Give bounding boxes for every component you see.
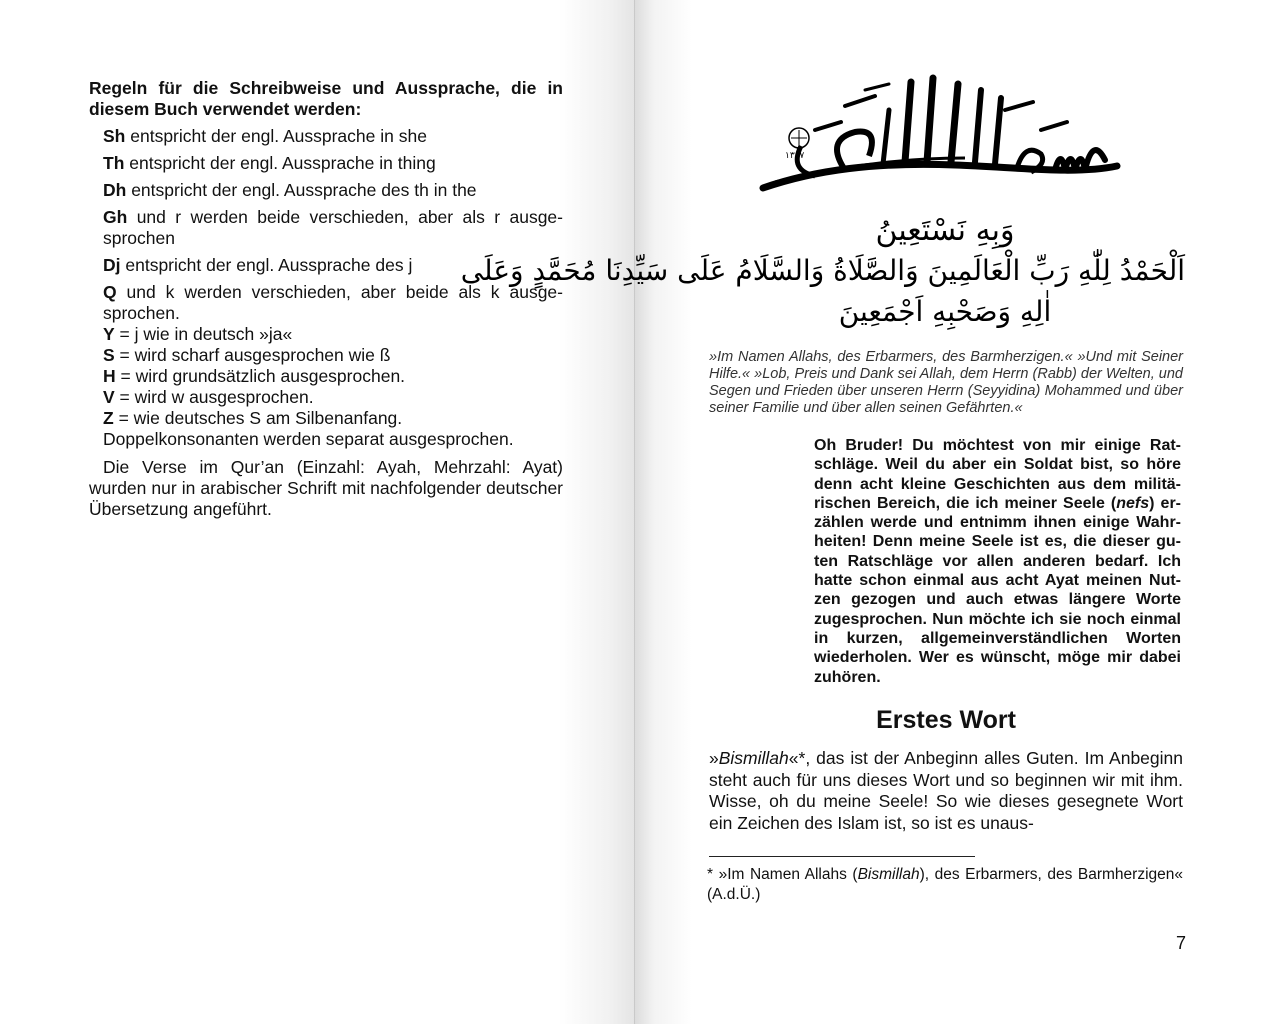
arabic-line-1: وَبِهِ نَسْتَعِينُ bbox=[875, 213, 1015, 248]
rule-dh bbox=[89, 180, 563, 201]
address-nefs: nefs bbox=[1116, 494, 1150, 512]
rule-text: = wird grundsätzlich ausgesprochen. bbox=[115, 366, 406, 386]
rule-text: entspricht der engl. Aussprache des th in the bbox=[126, 180, 477, 200]
rule-key: Gh bbox=[103, 207, 128, 227]
rule-text: = wird w ausgesprochen. bbox=[114, 387, 314, 407]
address-text-1: Oh Bruder! Du möchtest von mir einige Ratschläge. Weil du aber ein Soldat bist, so höre denn acht kleine Geschichten aus dem militärischen Bereich, die ich meiner Seele ( bbox=[814, 437, 1181, 512]
basmala-calligraphy bbox=[755, 70, 1125, 200]
arabic-line-2: اَلْحَمْدُ لِلّٰهِ رَبِّ الْعَالَمِينَ وَالصَّلَاةُ وَالسَّلَامُ عَلَى سَيِّدِنَا مُحَمَّدٍ وَعَلَى bbox=[460, 254, 1185, 287]
address-text-2: ) erzählen werde und entnimm ihnen einige Wahrheiten! Denn meine Seele ist es, die dieser guten Ratschläge vor allen anderen bedarf. Ich hatte schon einmal aus acht Ayat meinen Nutzen gezogen und auch etwas längere Worte zugesprochen. Nun möchte ich sie noch einmal in kurzen, allgemeinverständlichen Worten wiederholen. Wer es wünscht, möge mir dabei zuhören. bbox=[814, 494, 1181, 686]
rule-key: H bbox=[103, 366, 116, 386]
rule-key: Sh bbox=[103, 126, 126, 146]
footnote bbox=[707, 865, 1183, 905]
rule-s bbox=[103, 345, 563, 366]
rule-v bbox=[103, 387, 563, 408]
rule-key: V bbox=[103, 387, 115, 407]
rule-z bbox=[103, 408, 563, 429]
rule-key: Z bbox=[103, 408, 114, 428]
body-text: , das ist der Anbeginn alles Guten. Im Anbeginn steht auch für uns dieses Wort und so beginnen wir mit ihm. Wisse, oh du meine Seele! So wie dieses gesegnete Wort ein Zeichen des Islam ist, so ist es unaus- bbox=[709, 748, 1183, 833]
rule-text: = wird scharf ausgesprochen wie ß bbox=[114, 345, 391, 365]
footnote-bismillah: Bismillah bbox=[857, 866, 920, 883]
rule-key: S bbox=[103, 345, 115, 365]
left-page-content bbox=[89, 78, 563, 538]
rule-key: Th bbox=[103, 153, 125, 173]
rule-text: entspricht der engl. Aussprache in thing bbox=[124, 153, 436, 173]
verses-note: Die Verse im Qur’an (Einzahl: Ayah, Mehrzahl: Ayat) wurden nur in arabischer Schrift mit nachfolgender deutscher Übersetzung angeführt. bbox=[89, 457, 563, 519]
footnote-text-2: ), des Erbarmers, des Barmherzigen« (A.d.Ü.) bbox=[707, 866, 1183, 903]
body-bismillah: Bismillah bbox=[718, 748, 789, 768]
rule-text: = wie deutsches S am Silbenanfang. bbox=[113, 408, 403, 428]
short-rules bbox=[89, 324, 563, 450]
rule-key: Dh bbox=[103, 180, 127, 200]
rule-key: Y bbox=[103, 324, 115, 344]
rule-gh bbox=[89, 207, 563, 249]
basmala-year: ١٣٤٧ bbox=[785, 151, 805, 161]
rule-key: Dj bbox=[103, 255, 121, 275]
double-consonants-note: Doppelkonsonanten werden separat ausgesprochen. bbox=[103, 429, 514, 449]
address-to-brother bbox=[814, 436, 1181, 687]
rule-text: = j wie in deutsch »ja« bbox=[114, 324, 293, 344]
rule-h bbox=[103, 366, 563, 387]
basmala-calligraphy-graphic bbox=[755, 70, 1125, 200]
footnote-divider bbox=[709, 856, 975, 857]
rule-text: und r werden beide verschieden, aber als r ausgesprochen bbox=[103, 207, 563, 248]
body-paragraph bbox=[709, 748, 1183, 834]
arabic-invocation bbox=[460, 212, 1185, 342]
body-open-quote: » bbox=[709, 748, 719, 768]
invocation-translation: »Im Namen Allahs, des Erbarmers, des Barmherzigen.« »Und mit Seiner Hilfe.« »Lob, Preis und Dank sei Allah, dem Herrn (Rabb) der Welten, und Segen und Frieden über unseren Herrn (Seyyidina) Mohammed und über seiner Familie und über allen seinen Gefährten.« bbox=[709, 349, 1183, 416]
arabic-line-3: اٰلِهِ وَصَحْبِهِ اَجْمَعِينَ bbox=[838, 295, 1052, 328]
rule-th bbox=[89, 153, 563, 174]
rule-text: entspricht der engl. Aussprache in she bbox=[125, 126, 427, 146]
body-close-quote: «* bbox=[788, 748, 806, 768]
rule-text: und k werden verschieden, aber beide als k ausgesprochen. bbox=[103, 282, 563, 323]
rule-y bbox=[103, 324, 563, 345]
rule-text: entspricht der engl. Aussprache des j bbox=[120, 255, 413, 275]
page-number: 7 bbox=[1175, 933, 1186, 953]
rules-title: Regeln für die Schreibweise und Aussprache, die in diesem Buch verwendet werden: bbox=[89, 78, 563, 119]
rule-key: Q bbox=[103, 282, 117, 302]
rule-sh bbox=[89, 126, 563, 147]
footnote-text-1: * »Im Namen Allahs ( bbox=[707, 866, 858, 883]
section-title: Erstes Wort bbox=[876, 706, 1016, 734]
